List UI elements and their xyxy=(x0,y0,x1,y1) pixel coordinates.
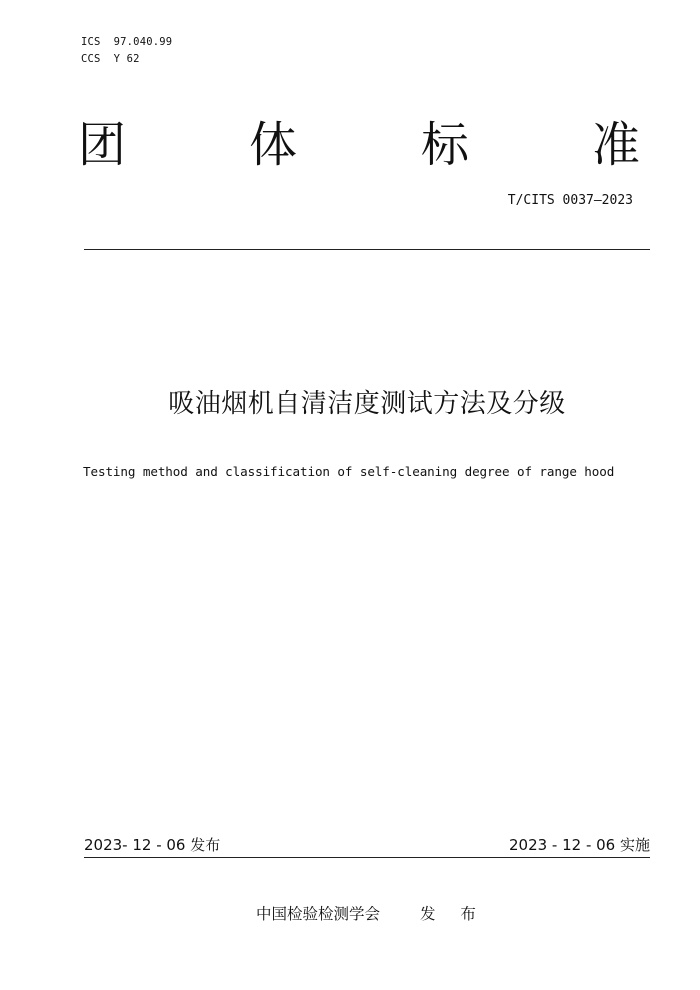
classification-codes xyxy=(81,34,172,68)
standard-number: T/CITS 0037—2023 xyxy=(507,193,633,208)
standard-type-char-3: 标 xyxy=(421,117,470,173)
standard-type-char-4: 准 xyxy=(592,117,641,173)
bottom-divider xyxy=(84,857,650,858)
document-title-chinese: 吸油烟机自清洁度测试方法及分级 xyxy=(168,389,566,419)
publisher-name: 中国检验检测学会 xyxy=(256,905,381,923)
ccs-code: CCS Y 62 xyxy=(81,53,140,65)
implementation-date: 2023 - 12 - 06 实施 xyxy=(508,836,650,854)
standard-type-char-2: 体 xyxy=(249,117,298,173)
document-title-english: Testing method and classification of self-cleaning degree of range hood xyxy=(83,464,615,479)
standard-type-heading xyxy=(76,112,650,178)
publish-label: 发 布 xyxy=(420,905,486,923)
top-divider xyxy=(84,249,650,250)
issue-date: 2023- 12 - 06 发布 xyxy=(84,836,221,854)
standard-type-char-1: 团 xyxy=(78,117,127,173)
ics-code: ICS 97.040.99 xyxy=(81,36,173,48)
